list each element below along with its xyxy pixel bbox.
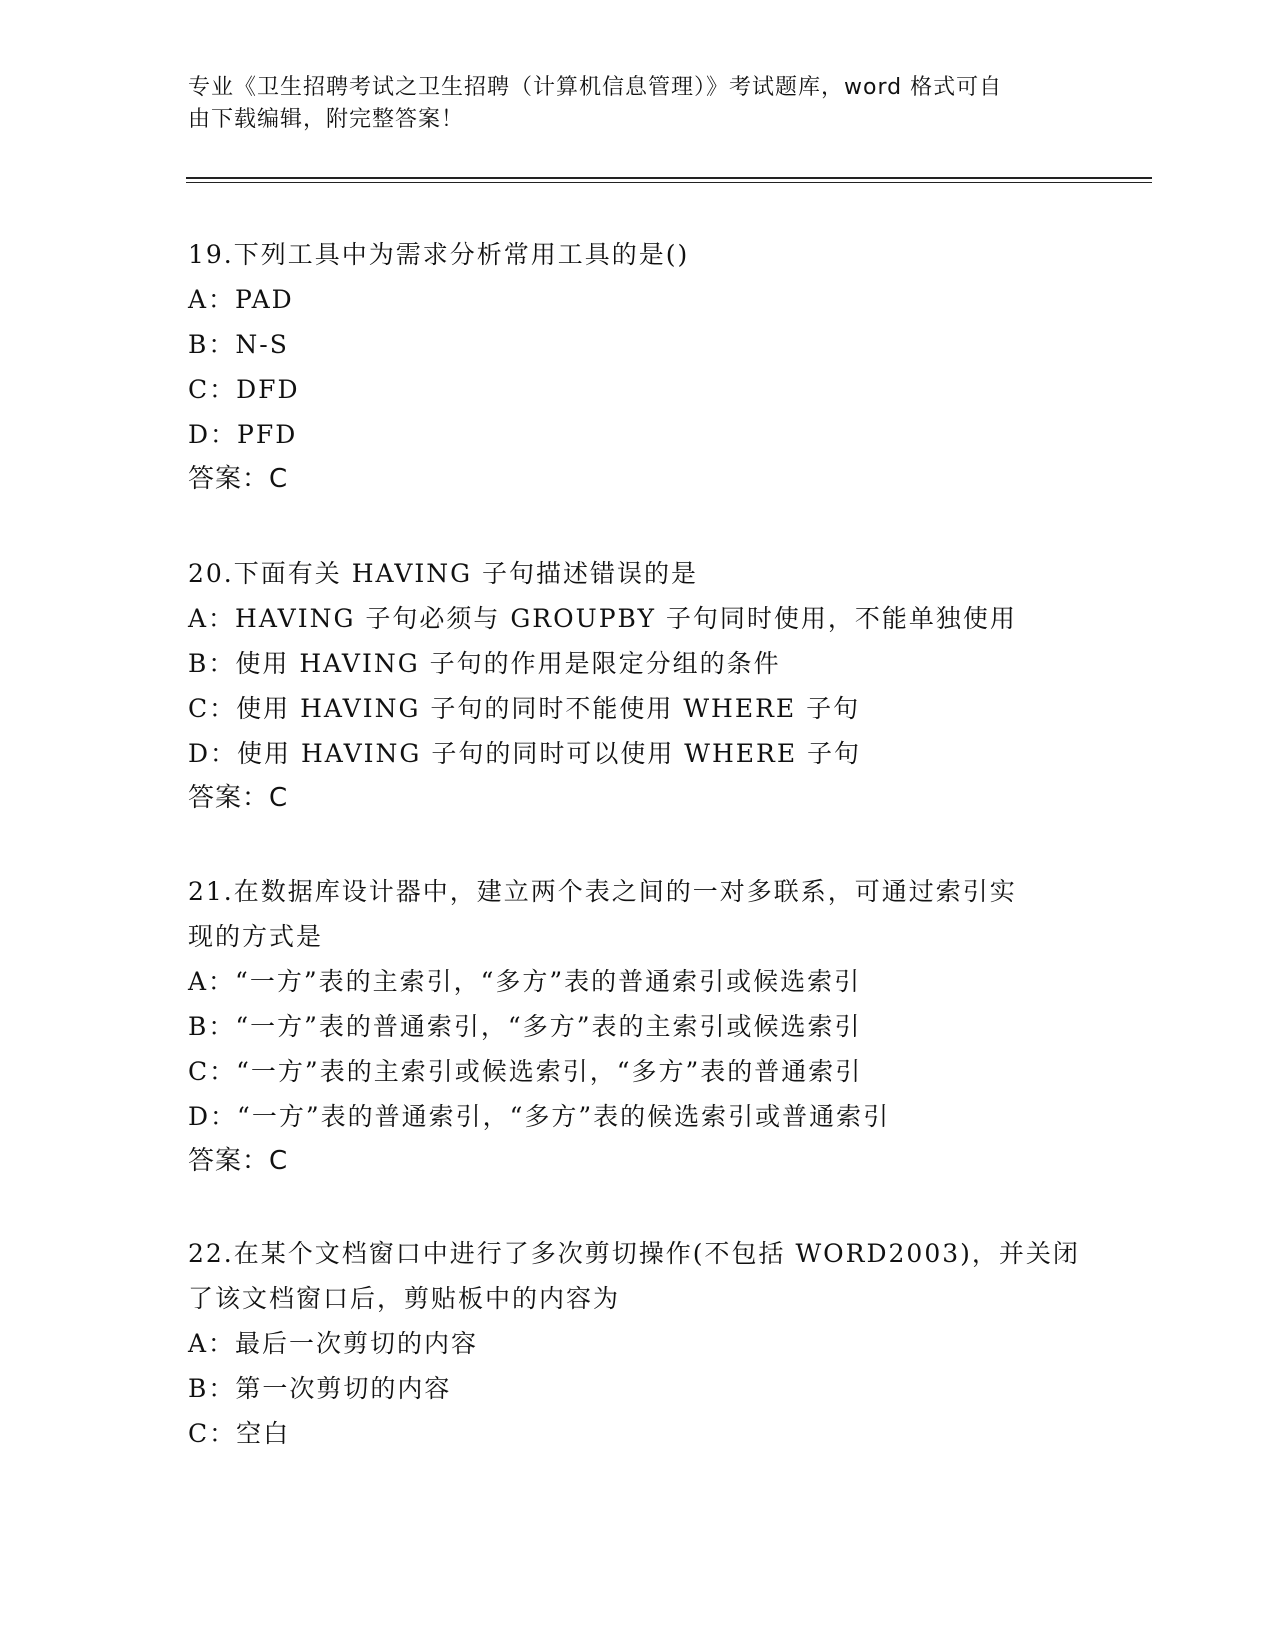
- option-d: D：PFD: [188, 420, 298, 449]
- question-stem: 20.下面有关 HAVING 子句描述错误的是: [188, 559, 699, 588]
- question-stem-continued: 了该文档窗口后，剪贴板中的内容为: [188, 1284, 621, 1313]
- question-stem: 19.下列工具中为需求分析常用工具的是(): [188, 240, 690, 269]
- option-a: A：“一方”表的主索引，“多方”表的普通索引或候选索引: [188, 967, 862, 996]
- option-b: B：“一方”表的普通索引，“多方”表的主索引或候选索引: [188, 1012, 862, 1041]
- option-b: B：使用 HAVING 子句的作用是限定分组的条件: [188, 649, 781, 678]
- option-a: A：PAD: [188, 285, 294, 314]
- option-c: C：“一方”表的主索引或候选索引，“多方”表的普通索引: [188, 1057, 863, 1086]
- header-line-2: 由下载编辑，附完整答案！: [188, 107, 465, 132]
- document-header: [188, 72, 1088, 136]
- question-stem: 21.在数据库设计器中，建立两个表之间的一对多联系，可通过索引实: [188, 877, 1017, 906]
- header-divider-thick: [186, 177, 1152, 179]
- option-b: B：N-S: [188, 330, 289, 359]
- question-19: [188, 232, 1118, 502]
- option-c: C：DFD: [188, 375, 300, 404]
- option-a: A：HAVING 子句必须与 GROUPBY 子句同时使用，不能单独使用: [188, 604, 1017, 633]
- question-22: [188, 1231, 1118, 1456]
- question-21: [188, 869, 1118, 1184]
- option-c: C：空白: [188, 1419, 291, 1448]
- question-20: [188, 551, 1118, 821]
- answer-line: 答案：C: [188, 783, 289, 813]
- question-stem-continued: 现的方式是: [188, 922, 324, 951]
- option-b: B：第一次剪切的内容: [188, 1374, 452, 1403]
- option-d: D：“一方”表的普通索引，“多方”表的候选索引或普通索引: [188, 1102, 891, 1131]
- option-c: C：使用 HAVING 子句的同时不能使用 WHERE 子句: [188, 694, 861, 723]
- option-a: A：最后一次剪切的内容: [188, 1329, 479, 1358]
- answer-line: 答案：C: [188, 464, 289, 494]
- header-divider-thin: [186, 182, 1152, 183]
- header-line-1: 专业《卫生招聘考试之卫生招聘（计算机信息管理）》考试题库，word 格式可自: [188, 75, 1003, 100]
- question-stem: 22.在某个文档窗口中进行了多次剪切操作(不包括 WORD2003)，并关闭: [188, 1239, 1080, 1268]
- option-d: D：使用 HAVING 子句的同时可以使用 WHERE 子句: [188, 739, 862, 768]
- answer-line: 答案：C: [188, 1146, 289, 1176]
